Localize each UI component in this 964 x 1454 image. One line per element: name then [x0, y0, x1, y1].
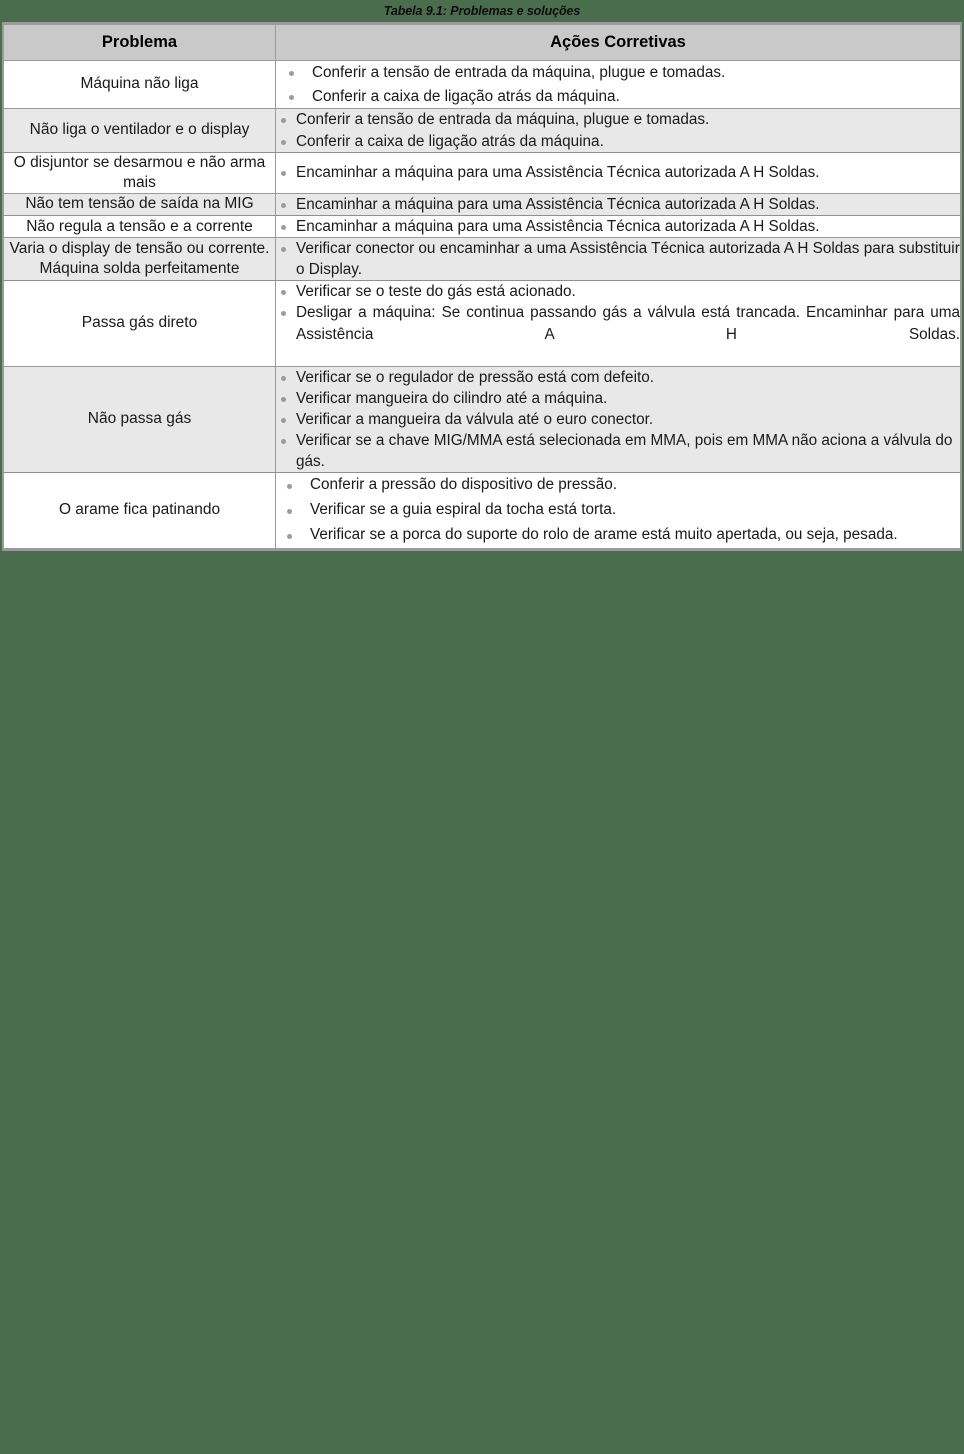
table-caption: Tabela 9.1: Problemas e soluções [383, 4, 581, 18]
action-item: Conferir a pressão do dispositivo de pressão. [276, 473, 960, 498]
action-item: Conferir a tensão de entrada da máquina, plugue e tomadas. [276, 61, 960, 85]
table-row [4, 281, 961, 366]
table-row [4, 238, 961, 281]
column-header-problema: Problema [4, 25, 276, 61]
action-item: Encaminhar a máquina para uma Assistência Técnica autorizada A H Soldas. [276, 194, 960, 215]
problem-cell: Passa gás direto [4, 281, 276, 366]
problem-cell: Não liga o ventilador e o display [4, 109, 276, 152]
action-item: Verificar se a porca do suporte do rolo de arame está muito apertada, ou seja, pesada. [276, 523, 960, 548]
actions-cell [276, 152, 961, 193]
table-header-row [4, 25, 961, 61]
actions-list [276, 61, 960, 108]
actions-cell [276, 216, 961, 238]
problem-cell: O disjuntor se desarmou e não arma mais [4, 152, 276, 193]
actions-cell [276, 281, 961, 366]
action-item: Encaminhar a máquina para uma Assistência Técnica autorizada A H Soldas. [276, 216, 960, 237]
actions-cell [276, 61, 961, 109]
table-row [4, 473, 961, 548]
problem-cell: Máquina não liga [4, 61, 276, 109]
table-row [4, 193, 961, 215]
actions-cell [276, 109, 961, 152]
action-item: Verificar mangueira do cilindro até a máquina. [276, 388, 960, 409]
action-item: Verificar conector ou encaminhar a uma Assistência Técnica autorizada A H Soldas para substituir o Display. [276, 238, 960, 280]
action-item: Verificar se o teste do gás está acionado. [276, 281, 960, 302]
actions-list [276, 216, 960, 237]
table-header [4, 25, 961, 61]
table-row [4, 216, 961, 238]
action-item: Verificar a mangueira da válvula até o euro conector. [276, 409, 960, 430]
actions-cell [276, 366, 961, 473]
action-item: Conferir a caixa de ligação atrás da máquina. [276, 131, 960, 152]
actions-list [276, 473, 960, 547]
action-item: Desligar a máquina: Se continua passando gás a válvula está trancada. Encaminhar para uma Assistência A H Soldas. [276, 302, 960, 365]
actions-list [276, 367, 960, 473]
table-body [4, 61, 961, 549]
problem-cell: Varia o display de tensão ou corrente. Máquina solda perfeitamente [4, 238, 276, 281]
problem-cell: Não regula a tensão e a corrente [4, 216, 276, 238]
action-item: Verificar se o regulador de pressão está com defeito. [276, 367, 960, 388]
problems-solutions-table [3, 24, 961, 549]
actions-list [276, 238, 960, 280]
actions-list [276, 109, 960, 151]
action-item: Conferir a tensão de entrada da máquina, plugue e tomadas. [276, 109, 960, 130]
actions-list [276, 281, 960, 365]
action-item: Encaminhar a máquina para uma Assistência Técnica autorizada A H Soldas. [276, 162, 960, 183]
action-item: Verificar se a guia espiral da tocha está torta. [276, 498, 960, 523]
table-row [4, 152, 961, 193]
problem-cell: Não tem tensão de saída na MIG [4, 193, 276, 215]
actions-cell [276, 193, 961, 215]
action-item: Conferir a caixa de ligação atrás da máquina. [276, 85, 960, 109]
table-row [4, 366, 961, 473]
actions-cell [276, 238, 961, 281]
actions-cell [276, 473, 961, 548]
actions-list [276, 194, 960, 215]
problem-cell: Não passa gás [4, 366, 276, 473]
actions-list [276, 162, 960, 183]
column-header-acoes-corretivas: Ações Corretivas [276, 25, 961, 61]
action-item: Verificar se a chave MIG/MMA está selecionada em MMA, pois em MMA não aciona a válvula do gás. [276, 430, 960, 472]
table-row [4, 109, 961, 152]
problems-solutions-table-container [2, 22, 962, 551]
table-row [4, 61, 961, 109]
problem-cell: O arame fica patinando [4, 473, 276, 548]
